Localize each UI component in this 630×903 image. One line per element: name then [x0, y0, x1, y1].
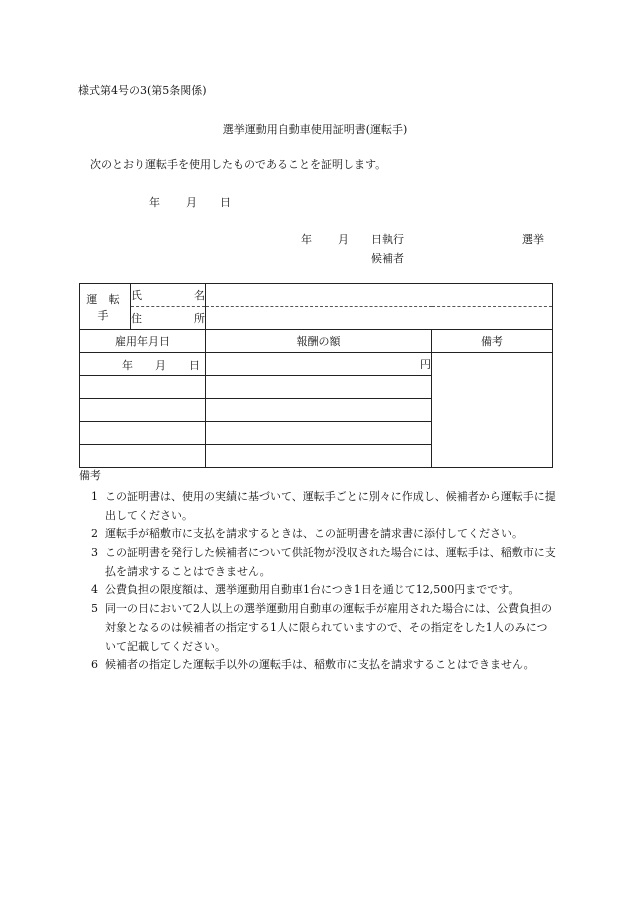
- note-item: [79, 655, 557, 674]
- note-text: 同一の日において2人以上の選挙運動用自動車の運転手が雇用された場合には、公費負担の対象となるのは候補者の指定する1人に限られていますので、その指定をした1人のみについて記載してください。: [105, 602, 552, 653]
- election-year: 年: [301, 233, 312, 246]
- hire-date-cell[interactable]: [80, 422, 206, 445]
- note-number: 4: [91, 583, 98, 596]
- note-item: [79, 543, 557, 581]
- election-month: 月: [338, 233, 349, 246]
- driver-table: [79, 283, 553, 468]
- amount-cell[interactable]: [206, 376, 432, 399]
- election-day-exec: 日執行: [371, 233, 404, 246]
- note-number: 1: [91, 490, 98, 503]
- note-item: [79, 580, 557, 599]
- hire-day: 日: [189, 359, 200, 372]
- amount-header: 報酬の額: [206, 330, 432, 353]
- note-item: [79, 599, 557, 656]
- intro-text: 次のとおり運転手を使用したものであることを証明します。: [90, 158, 387, 171]
- note-number: 3: [91, 546, 98, 559]
- document-title: 選挙運動用自動車使用証明書(運転手): [222, 123, 408, 136]
- hire-date-cell[interactable]: [80, 376, 206, 399]
- name-field[interactable]: [206, 284, 553, 307]
- amount-cell[interactable]: [206, 399, 432, 422]
- issue-date-year: 年: [149, 196, 160, 209]
- hire-date-header: 雇用年月日: [80, 330, 206, 353]
- note-number: 5: [91, 602, 98, 615]
- hire-month: 月: [155, 359, 166, 372]
- note-number: 6: [91, 658, 98, 671]
- amount-cell[interactable]: [206, 353, 432, 376]
- hire-date-cell[interactable]: [80, 445, 206, 468]
- note-text: 公費負担の限度額は、選挙運動用自動車1台につき1日を通じて12,500円までです。: [105, 583, 520, 596]
- yen-unit: 円: [420, 358, 431, 371]
- note-number: 2: [91, 527, 98, 540]
- note-item: [79, 524, 557, 543]
- remarks-cell[interactable]: [432, 353, 553, 468]
- address-label: [131, 307, 206, 330]
- name-label-2: 名: [194, 289, 205, 302]
- hire-date-cell[interactable]: [80, 399, 206, 422]
- issue-date-day: 日: [220, 196, 231, 209]
- amount-cell[interactable]: [206, 422, 432, 445]
- address-label-2: 所: [194, 312, 205, 325]
- notes-title: 備考: [79, 469, 101, 482]
- note-text: 候補者の指定した運転手以外の運転手は、稲敷市に支払を請求することはできません。: [105, 658, 535, 671]
- name-label: [131, 284, 206, 307]
- address-field[interactable]: [206, 307, 553, 330]
- issue-date-month: 月: [186, 196, 197, 209]
- form-number: 様式第4号の3(第5条関係): [78, 84, 207, 97]
- candidate-label: 候補者: [371, 252, 404, 265]
- remarks-header: 備考: [432, 330, 553, 353]
- note-text: この証明書を発行した候補者について供託物が没収された場合には、運転手は、稲敷市に支払を請求することはできません。: [105, 546, 556, 578]
- note-text: この証明書は、使用の実績に基づいて、運転手ごとに別々に作成し、候補者から運転手に提出してください。: [105, 490, 556, 522]
- election-kind: 選挙: [522, 233, 544, 246]
- driver-header: 運 転 手: [80, 284, 131, 330]
- note-item: [79, 487, 557, 525]
- address-label-1: 住: [131, 312, 142, 325]
- hire-date-cell[interactable]: [80, 353, 206, 376]
- amount-cell[interactable]: [206, 445, 432, 468]
- hire-year: 年: [122, 359, 133, 372]
- name-label-1: 氏: [131, 289, 142, 302]
- note-text: 運転手が稲敷市に支払を請求するときは、この証明書を請求書に添付してください。: [105, 527, 523, 540]
